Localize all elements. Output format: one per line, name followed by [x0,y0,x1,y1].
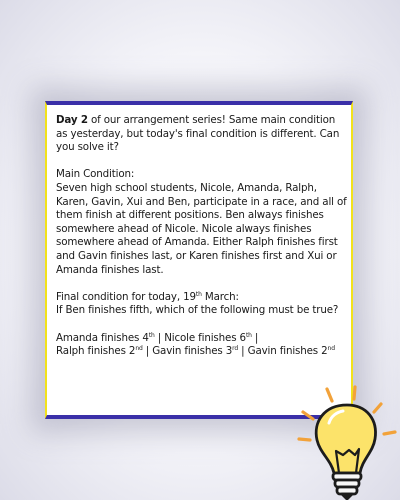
options-line-2 [56,345,347,359]
question: If Ben finishes fifth, which of the following must be true? [56,304,339,317]
separator: | [154,331,165,344]
final-condition-line [56,291,347,305]
option-a-sup: th [148,331,155,339]
option-d-sup: rd [232,345,239,353]
puzzle-text [56,114,347,359]
main-condition-body: Seven high school students, Nicole, Amanda, Ralph, Karen, Gavin, Xui and Ben, participate in a race, and all of them finish at different positions. Ben always finishes somewhere ahead of Nicole. Nicole always finishes somewhere ahead of Amanda. Either Ralph finishes first and Gavin finishes last, or Karen finishes first and Xui or Amanda finishes last. [56,181,347,276]
option-c: Ralph finishes 2 [56,345,136,358]
option-a: Amanda finishes 4 [56,331,149,344]
main-condition-heading: Main Condition: [56,168,135,181]
puzzle-card [45,101,353,419]
option-c-sup: nd [135,345,143,353]
intro-text: of our arrangement series! Same main condition as yesterday, but today's final condition is different. Can you solve it? [56,114,340,154]
final-condition-suffix: March: [201,290,239,303]
option-e-sup: nd [327,345,335,353]
option-b-sup: th [245,331,252,339]
intro-paragraph [56,114,347,155]
separator: | [238,345,248,358]
separator: | [142,345,153,358]
lightbulb-icon [293,383,400,500]
final-condition-sup: th [195,290,202,298]
options-line-1 [56,332,347,346]
option-b: Nicole finishes 6 [164,331,246,344]
day-label: Day 2 [56,114,88,126]
option-d: Gavin finishes 3 [152,345,233,358]
final-condition-prefix: Final condition for today, 19 [56,290,196,303]
separator: | [251,331,259,344]
option-e: Gavin finishes 2 [247,345,328,358]
